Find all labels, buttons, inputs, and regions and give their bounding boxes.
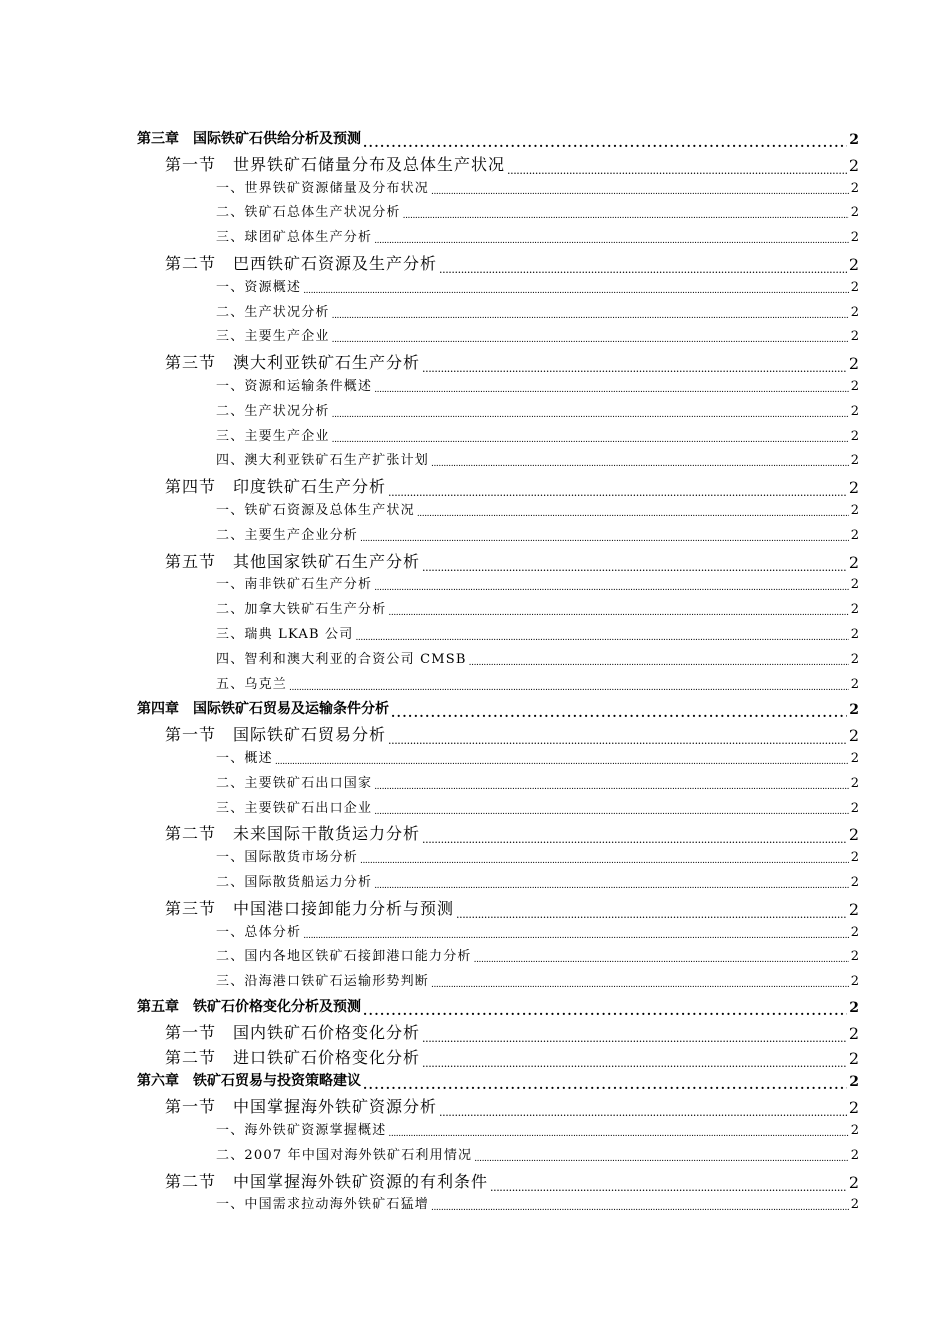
toc-chapter-entry[interactable]: [137, 994, 859, 1016]
toc-dot-leader: [388, 736, 847, 745]
toc-page-number: 2: [848, 1048, 859, 1068]
toc-page-number: 2: [850, 230, 859, 246]
toc-page-number: 2: [848, 1023, 859, 1043]
toc-subsection-entry[interactable]: [216, 176, 859, 196]
toc-dot-leader: [388, 609, 848, 617]
toc-page-number: 2: [848, 899, 859, 919]
toc-subsection-entry[interactable]: [216, 399, 859, 419]
toc-dot-leader: [439, 1108, 847, 1117]
toc-dot-leader: [422, 1034, 847, 1043]
toc-entry-title: 二、2007 年中国对海外铁矿石利用情况: [216, 1147, 473, 1163]
toc-entry-title: 第五章 铁矿石价格变化分析及预测: [137, 999, 361, 1015]
toc-page-number: 2: [848, 354, 859, 374]
toc-dot-leader: [355, 634, 848, 642]
toc-page-number: 2: [850, 453, 859, 469]
toc-subsection-entry[interactable]: [216, 324, 859, 344]
toc-dot-leader: [439, 265, 847, 274]
toc-page-number: 2: [849, 132, 859, 148]
toc-page-number: 2: [848, 155, 859, 175]
toc-entry-title: 第四节 印度铁矿石生产分析: [165, 477, 387, 497]
toc-entry-title: 第一节 国内铁矿石价格变化分析: [165, 1022, 421, 1042]
toc-entry-title: 第六章 铁矿石贸易与投资策略建议: [137, 1073, 361, 1090]
toc-entry-title: 二、主要生产企业分析: [216, 527, 359, 543]
toc-dot-leader: [388, 1130, 848, 1138]
toc-page-number: 2: [850, 403, 859, 419]
toc-page-number: 2: [850, 379, 859, 394]
toc-page-number: 2: [849, 1074, 859, 1091]
toc-subsection-entry[interactable]: [216, 374, 859, 394]
toc-dot-leader: [422, 835, 847, 844]
toc-entry-title: 二、国际散货船运力分析: [216, 875, 373, 890]
toc-dot-leader: [474, 956, 849, 964]
toc-entry-title: 一、总体分析: [216, 924, 302, 940]
toc-section-entry[interactable]: [165, 473, 859, 497]
toc-dot-leader: [431, 188, 849, 196]
toc-entry-title: 第一节 世界铁矿石储量分布及总体生产状况: [165, 154, 506, 174]
toc-entry-title: 一、中国需求拉动海外铁矿石猛增: [216, 1197, 430, 1213]
toc-page-number: 2: [850, 775, 859, 791]
toc-dot-leader: [332, 436, 849, 444]
toc-entry-title: 第五节 其他国家铁矿石生产分析: [165, 551, 421, 571]
toc-page-number: 2: [849, 1000, 859, 1016]
toc-section-entry[interactable]: [165, 1168, 859, 1192]
toc-section-entry[interactable]: [165, 151, 859, 175]
toc-page-number: 2: [850, 304, 859, 320]
toc-page-number: 2: [848, 478, 859, 498]
toc-dot-leader: [374, 237, 849, 245]
toc-dot-leader: [275, 758, 849, 766]
toc-dot-leader: [360, 535, 849, 543]
toc-dot-leader: [363, 138, 847, 148]
toc-entry-title: 三、主要铁矿石出口企业: [216, 800, 373, 816]
toc-section-entry[interactable]: [165, 250, 859, 274]
toc-page-number: 2: [850, 1147, 859, 1163]
toc-page-number: 2: [850, 577, 859, 593]
toc-entry-title: 一、海外铁矿资源掌握概述: [216, 1123, 387, 1138]
toc-subsection-entry[interactable]: [216, 424, 859, 444]
toc-entry-title: 二、生产状况分析: [216, 304, 330, 320]
toc-entry-title: 一、概述: [216, 751, 273, 766]
toc-entry-title: 一、国际散货市场分析: [216, 850, 359, 866]
toc-entry-title: 三、沿海港口铁矿石运输形势判断: [216, 974, 430, 990]
toc-subsection-entry[interactable]: [216, 920, 859, 940]
toc-entry-title: 第三章 国际铁矿石供给分析及预测: [137, 131, 361, 147]
toc-dot-leader: [374, 882, 849, 890]
toc-page-number: 2: [850, 651, 859, 667]
toc-entry-title: 三、瑞典 LKAB 公司: [216, 627, 354, 642]
toc-page-number: 2: [850, 627, 859, 642]
toc-dot-leader: [474, 1155, 849, 1163]
toc-subsection-entry[interactable]: [216, 1192, 859, 1212]
toc-subsection-entry[interactable]: [216, 1118, 859, 1138]
toc-page-number: 2: [850, 1123, 859, 1138]
toc-subsection-entry[interactable]: [216, 870, 859, 890]
toc-dot-leader: [388, 488, 847, 497]
toc-page-number: 2: [850, 1197, 859, 1213]
toc-entry-title: 第一节 国际铁矿石贸易分析: [165, 725, 387, 745]
toc-dot-leader: [332, 336, 849, 344]
toc-dot-leader: [332, 312, 849, 320]
toc-entry-title: 一、资源概述: [216, 279, 302, 295]
toc-entry-title: 一、资源和运输条件概述: [216, 379, 373, 394]
toc-page-number: 2: [850, 205, 859, 221]
toc-section-entry[interactable]: [165, 349, 859, 373]
toc-subsection-entry[interactable]: [216, 796, 859, 816]
toc-dot-leader: [431, 460, 849, 468]
toc-page-number: 2: [850, 800, 859, 816]
toc-subsection-entry[interactable]: [216, 622, 859, 642]
toc-entry-title: 第二节 中国掌握海外铁矿资源的有利条件: [165, 1171, 489, 1191]
toc-subsection-entry[interactable]: [216, 746, 859, 766]
toc-section-entry[interactable]: [165, 1044, 859, 1068]
toc-dot-leader: [363, 1080, 847, 1090]
toc-entry-title: 一、铁矿石资源及总体生产状况: [216, 503, 415, 518]
toc-dot-leader: [422, 364, 847, 373]
toc-entry-title: 二、加拿大铁矿石生产分析: [216, 602, 387, 618]
toc-subsection-entry[interactable]: [216, 969, 859, 989]
toc-entry-title: 三、球团矿总体生产分析: [216, 230, 373, 246]
toc-subsection-entry[interactable]: [216, 944, 859, 964]
toc-section-entry[interactable]: [165, 721, 859, 745]
toc-page-number: 2: [850, 329, 859, 345]
toc-entry-title: 二、生产状况分析: [216, 403, 330, 419]
toc-dot-leader: [374, 584, 849, 592]
toc-page-number: 2: [850, 503, 859, 518]
toc-dot-leader: [507, 166, 847, 175]
toc-section-entry[interactable]: [165, 820, 859, 844]
toc-entry-title: 三、主要生产企业: [216, 428, 330, 444]
toc-page-number: 2: [848, 255, 859, 274]
toc-entry-title: 三、主要生产企业: [216, 329, 330, 345]
toc-subsection-entry[interactable]: [216, 672, 859, 692]
toc-entry-title: 第二节 进口铁矿石价格变化分析: [165, 1047, 421, 1067]
toc-subsection-entry[interactable]: [216, 572, 859, 592]
toc-section-entry[interactable]: [165, 548, 859, 572]
toc-page-number: 2: [850, 602, 859, 618]
toc-subsection-entry[interactable]: [216, 498, 859, 518]
toc-entry-title: 二、国内各地区铁矿石接卸港口能力分析: [216, 949, 472, 965]
toc-dot-leader: [303, 287, 849, 295]
toc-dot-leader: [431, 1204, 849, 1212]
toc-page-number: 2: [850, 751, 859, 766]
toc-dot-leader: [374, 808, 849, 816]
toc-subsection-entry[interactable]: [216, 771, 859, 791]
toc-page-number: 2: [850, 850, 859, 866]
toc-entry-title: 四、智利和澳大利亚的合资公司 CMSB: [216, 651, 467, 667]
toc-entry-title: 第二节 未来国际干散货运力分析: [165, 824, 421, 844]
toc-dot-leader: [374, 783, 849, 791]
toc-page-number: 2: [850, 279, 859, 295]
toc-entry-title: 五、乌克兰: [216, 676, 288, 692]
toc-page-number: 2: [850, 974, 859, 990]
toc-dot-leader: [374, 386, 849, 394]
toc-dot-leader: [303, 932, 849, 940]
toc-subsection-entry[interactable]: [216, 225, 859, 245]
toc-entry-title: 四、澳大利亚铁矿石生产扩张计划: [216, 453, 430, 469]
toc-subsection-entry[interactable]: [216, 523, 859, 543]
toc-page-number: 2: [850, 924, 859, 940]
toc-chapter-entry[interactable]: [137, 696, 859, 718]
toc-dot-leader: [469, 659, 849, 667]
toc-dot-leader: [417, 510, 849, 518]
toc-subsection-entry[interactable]: [216, 275, 859, 295]
toc-dot-leader: [403, 212, 849, 220]
toc-entry-title: 第一节 中国掌握海外铁矿资源分析: [165, 1097, 438, 1117]
toc-subsection-entry[interactable]: [216, 597, 859, 617]
toc-subsection-entry[interactable]: [216, 1143, 859, 1163]
toc-subsection-entry[interactable]: [216, 300, 859, 320]
toc-entry-title: 一、南非铁矿石生产分析: [216, 577, 373, 593]
toc-entry-title: 第三节 中国港口接卸能力分析与预测: [165, 898, 455, 918]
toc-entry-title: 二、主要铁矿石出口国家: [216, 775, 373, 791]
toc-dot-leader: [391, 708, 847, 718]
toc-page-number: 2: [848, 726, 859, 746]
toc-page-number: 2: [850, 875, 859, 890]
toc-dot-leader: [456, 910, 847, 919]
toc-dot-leader: [422, 1059, 847, 1068]
toc-dot-leader: [422, 563, 847, 572]
toc-page-number: 2: [848, 1098, 859, 1118]
toc-subsection-entry[interactable]: [216, 647, 859, 667]
toc-subsection-entry[interactable]: [216, 845, 859, 865]
toc-dot-leader: [490, 1183, 847, 1192]
toc-page-number: 2: [848, 1172, 859, 1192]
toc-subsection-entry[interactable]: [216, 200, 859, 220]
toc-dot-leader: [431, 981, 849, 989]
toc-page-number: 2: [850, 527, 859, 543]
toc-entry-title: 二、铁矿石总体生产状况分析: [216, 205, 401, 221]
toc-entry-title: 第四章 国际铁矿石贸易及运输条件分析: [137, 701, 389, 718]
toc-page-number: 2: [848, 825, 859, 845]
toc-page-number: 2: [850, 676, 859, 692]
toc-dot-leader: [332, 411, 849, 419]
toc-chapter-entry[interactable]: [137, 1068, 859, 1090]
toc-section-entry[interactable]: [165, 895, 859, 919]
toc-page-number: 2: [849, 702, 859, 719]
toc-section-entry[interactable]: [165, 1093, 859, 1117]
toc-dot-leader: [360, 857, 849, 865]
toc-entry-title: 一、世界铁矿资源储量及分布状况: [216, 180, 430, 196]
toc-chapter-entry[interactable]: [137, 126, 859, 148]
toc-section-entry[interactable]: [165, 1019, 859, 1043]
toc-page-number: 2: [850, 949, 859, 965]
toc-entry-title: 第三节 澳大利亚铁矿石生产分析: [165, 353, 421, 373]
toc-dot-leader: [363, 1006, 847, 1016]
toc-dot-leader: [289, 684, 849, 692]
toc-subsection-entry[interactable]: [216, 448, 859, 468]
toc-entry-title: 第二节 巴西铁矿石资源及生产分析: [165, 254, 438, 273]
toc-page-number: 2: [848, 552, 859, 572]
toc-page-number: 2: [850, 180, 859, 196]
toc-page-number: 2: [850, 428, 859, 444]
